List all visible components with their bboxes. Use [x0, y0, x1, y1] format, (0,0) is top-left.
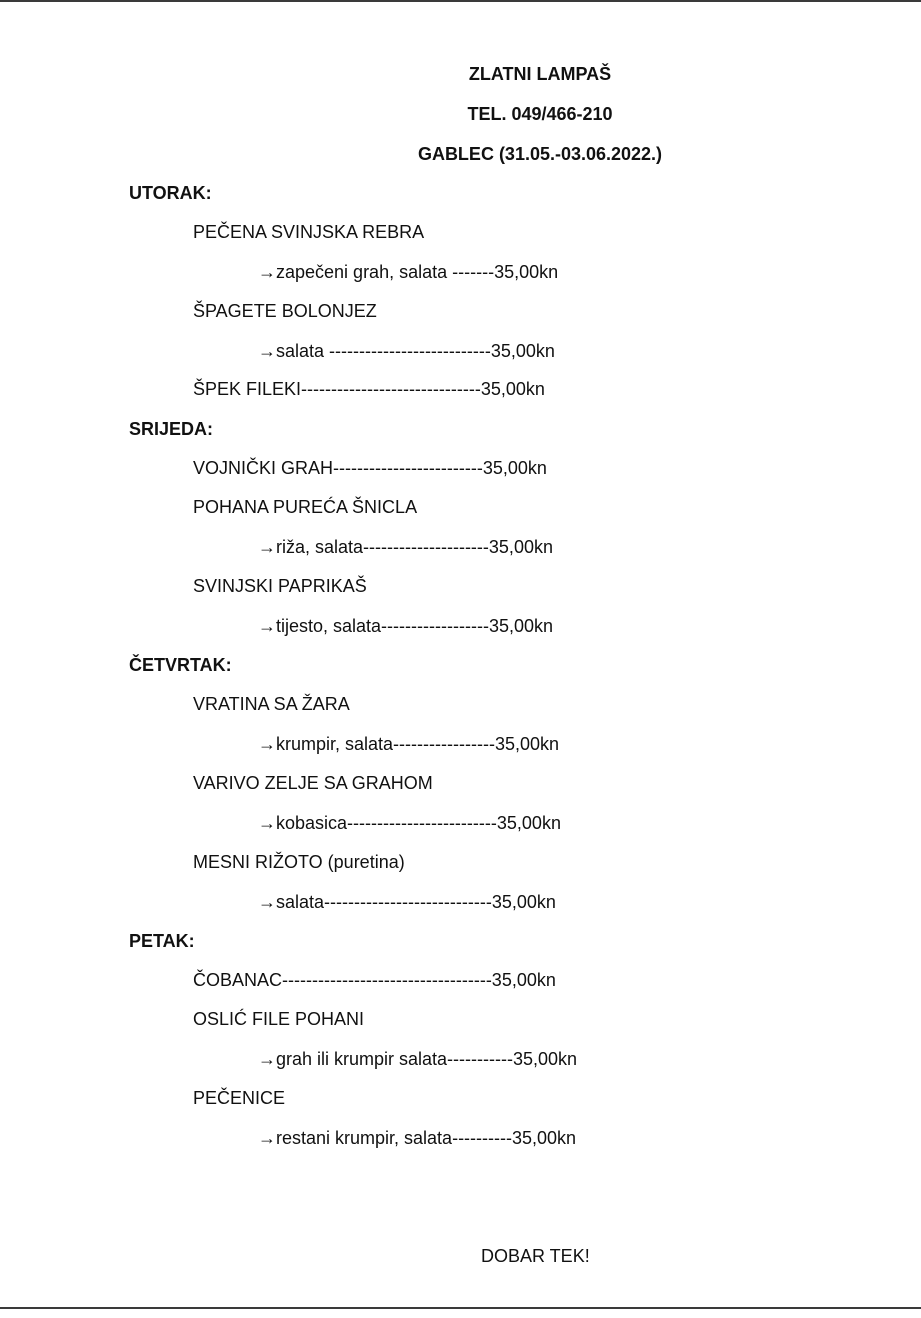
- menu-period: GABLEC (31.05.-03.06.2022.): [417, 144, 663, 164]
- menu-item: PEČENICE: [193, 1088, 286, 1108]
- menu-item-side: →grah ili krumpir salata-----------35,00kn: [258, 1049, 578, 1069]
- menu-item: ČOBANAC-----------------------------------35,00kn: [193, 970, 556, 990]
- menu-item: ŠPAGETE BOLONJEZ: [193, 301, 377, 321]
- menu-item-side: →riža, salata---------------------35,00kn: [258, 537, 553, 557]
- restaurant-name: ZLATNI LAMPAŠ: [468, 64, 612, 84]
- menu-item-side: →restani krumpir, salata----------35,00kn: [258, 1128, 577, 1148]
- day-heading-tuesday: UTORAK:: [129, 183, 212, 203]
- menu-item: PEČENA SVINJSKA REBRA: [193, 222, 425, 242]
- phone-number: TEL. 049/466-210: [467, 104, 613, 124]
- menu-item: MESNI RIŽOTO (puretina): [193, 852, 405, 872]
- menu-item-side: →kobasica-------------------------35,00kn: [258, 813, 561, 833]
- menu-item: POHANA PUREĆA ŠNICLA: [193, 497, 418, 517]
- menu-item-side: →tijesto, salata------------------35,00kn: [258, 616, 554, 636]
- closing-greeting: DOBAR TEK!: [481, 1246, 590, 1266]
- menu-item: VRATINA SA ŽARA: [193, 694, 350, 714]
- menu-item: ŠPEK FILEKI------------------------------35,00kn: [193, 379, 545, 399]
- day-heading-thursday: ČETVRTAK:: [129, 655, 232, 675]
- menu-item-side: →krumpir, salata-----------------35,00kn: [258, 734, 559, 754]
- top-border-line: [0, 0, 921, 2]
- menu-item-side: →salata----------------------------35,00kn: [258, 892, 556, 912]
- day-heading-friday: PETAK:: [129, 931, 195, 951]
- menu-item: OSLIĆ FILE POHANI: [193, 1009, 365, 1029]
- day-heading-wednesday: SRIJEDA:: [129, 419, 214, 439]
- menu-item: SVINJSKI PAPRIKAŠ: [193, 576, 367, 596]
- menu-item-side: →zapečeni grah, salata -------35,00kn: [258, 262, 559, 282]
- menu-item: VARIVO ZELJE SA GRAHOM: [193, 773, 433, 793]
- menu-item-side: →salata ---------------------------35,00kn: [258, 341, 555, 361]
- bottom-border-line: [0, 1307, 921, 1309]
- menu-item: VOJNIČKI GRAH-------------------------35,00kn: [193, 458, 547, 478]
